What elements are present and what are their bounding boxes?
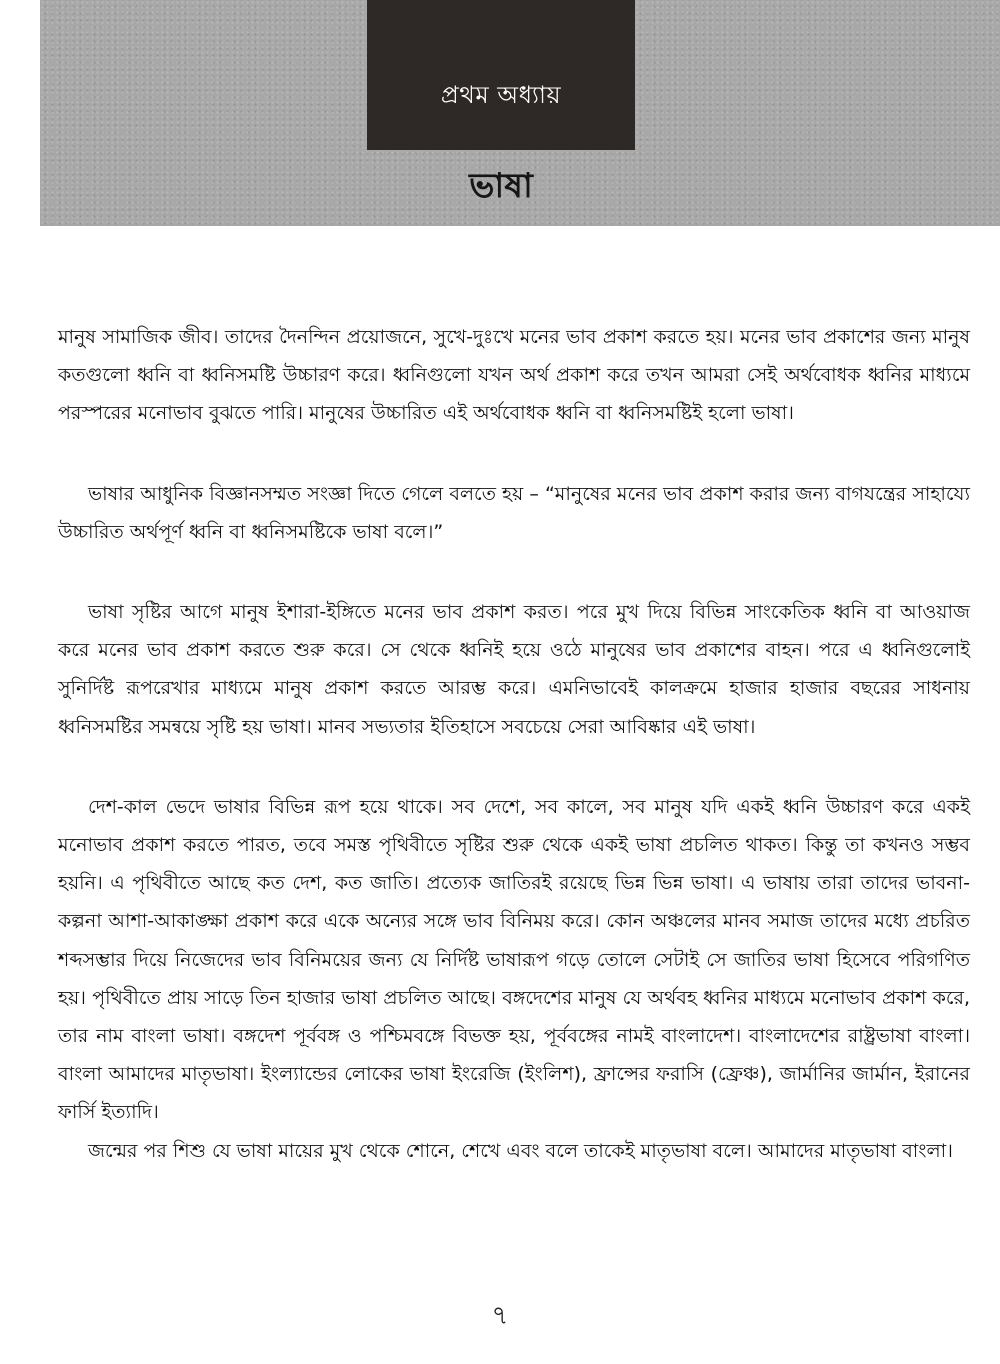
- paragraph-5: জন্মের পর শিশু যে ভাষা মায়ের মুখ থেকে শোনে, শেখে এবং বলে তাকেই মাতৃভাষা বলে। আমাদের মাতৃভাষা বাংলা।: [88, 1139, 953, 1162]
- paragraph-2: ভাষার আধুনিক বিজ্ঞানসম্মত সংজ্ঞা দিতে গেলে বলতে হয় – “মানুষের মনের ভাব প্রকাশ করার জন্য বাগযন্ত্রের সাহায্যে উচ্চারিত অর্থপূর্ণ ধ্বনি বা ধ্বনিসমষ্টিকে ভাষা বলে।”: [58, 482, 970, 543]
- paragraph-1: মানুষ সামাজিক জীব। তাদের দৈনন্দিন প্রয়োজনে, সুখে-দুঃখে মনের ভাব প্রকাশ করতে হয়। মনের ভাব প্রকাশের জন্য মানুষ কতগুলো ধ্বনি বা ধ্বনিসমষ্টি উচ্চারণ করে। ধ্বনিগুলো যখন অর্থ প্রকাশ করে তখন আমরা সেই অর্থবোধক ধ্বনির মাধ্যমে পরস্পরের মনোভাব বুঝতে পারি। মানুষের উচ্চারিত এই অর্থবোধক ধ্বনি বা ধ্বনিসমষ্টিই হলো ভাষা।: [58, 326, 970, 425]
- paragraph-3: ভাষা সৃষ্টির আগে মানুষ ইশারা-ইঙ্গিতে মনের ভাব প্রকাশ করত। পরে মুখ দিয়ে বিভিন্ন সাংকেতিক ধ্বনি বা আওয়াজ করে মনের ভাব প্রকাশ করতে শুরু করে। সে থেকে ধ্বনিই হয়ে ওঠে মানুষের ভাব প্রকাশের বাহন। পরে এ ধ্বনিগুলোই সুনির্দিষ্ট রূপরেখার মাধ্যমে মানুষ প্রকাশ করতে আরম্ভ করে। এমনিভাবেই কালক্রমে হাজার হাজার বছরের সাধনায় ধ্বনিসমষ্টির সমন্বয়ে সৃষ্টি হয় ভাষা। মানব সভ্যতার ইতিহাসে সবচেয়ে সেরা আবিষ্কার এই ভাষা।: [58, 601, 970, 738]
- chapter-title: ভাষা: [469, 166, 533, 206]
- body-text: [58, 318, 970, 1170]
- page-number: ৭: [491, 1301, 509, 1331]
- paragraph-4: দেশ-কাল ভেদে ভাষার বিভিন্ন রূপ হয়ে থাকে। সব দেশে, সব কালে, সব মানুষ যদি একই ধ্বনি উচ্চারণ করে একই মনোভাব প্রকাশ করতে পারত, তবে সমস্ত পৃথিবীতে সৃষ্টির শুরু থেকে একই ভাষা প্রচলিত থাকত। কিন্তু তা কখনও সম্ভব হয়নি। এ পৃথিবীতে আছে কত দেশ, কত জাতি। প্রত্যেক জাতিরই রয়েছে ভিন্ন ভিন্ন ভাষা। এ ভাষায় তারা তাদের ভাবনা-কল্পনা আশা-আকাঙ্ক্ষা প্রকাশ করে একে অন্যের সঙ্গে ভাব বিনিময় করে। কোন অঞ্চলের মানব সমাজ তাদের মধ্যে প্রচরিত শব্দসম্ভার দিয়ে নিজেদের ভাব বিনিময়ের জন্য যে নির্দিষ্ট ভাষারূপ গড়ে তোলে সেটাই সে জাতির ভাষা হিসেবে পরিগণিত হয়। পৃথিবীতে প্রায় সাড়ে তিন হাজার ভাষা প্রচলিত আছে। বঙ্গদেশের মানুষ যে অর্থবহ ধ্বনির মাধ্যমে মনোভাব প্রকাশ করে, তার নাম বাংলা ভাষা। বঙ্গদেশ পূর্ববঙ্গ ও পশ্চিমবঙ্গে বিভক্ত হয়, পূর্ববঙ্গের নামই বাংলাদেশ। বাংলাদেশের রাষ্ট্রভাষা বাংলা। বাংলা আমাদের মাতৃভাষা। ইংল্যান্ডের লোকের ভাষা ইংরেজি (ইংলিশ), ফ্রান্সের ফরাসি (ফ্রেঞ্চ), জার্মানির জার্মান, ইরানের ফার্সি ইত্যাদি।: [58, 795, 970, 1124]
- chapter-label: প্রথম অধ্যায়: [440, 81, 562, 109]
- chapter-label-box: [367, 0, 635, 150]
